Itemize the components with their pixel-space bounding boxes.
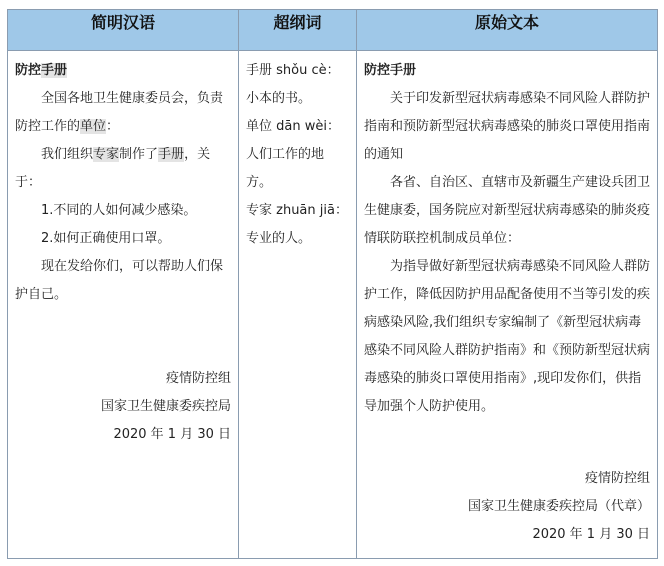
header-original-text: 原始文本	[357, 10, 658, 51]
original-signature-org-2: 国家卫生健康委疾控局（代章）	[467, 499, 650, 514]
simplified-signature-date: 2020 年 1 月 30 日	[113, 427, 231, 442]
vocab-entry: 单位 dān wèi：人们工作的地方。	[246, 119, 340, 190]
simplified-greeting: 全国各地卫生健康委员会，负责防控工作的单位：	[15, 91, 224, 134]
original-title: 防控手册	[364, 63, 417, 78]
original-text-cell	[357, 51, 658, 559]
vocabulary-cell	[239, 51, 357, 559]
comparison-table	[7, 9, 658, 559]
highlight-word: 专家	[93, 147, 120, 162]
highlight-word: 单位	[80, 119, 107, 134]
header-row	[8, 10, 658, 51]
header-simplified-chinese: 简明汉语	[8, 10, 239, 51]
highlight-word: 手册	[158, 147, 185, 162]
simplified-text-cell	[8, 51, 239, 559]
header-vocabulary: 超纲词	[239, 10, 357, 51]
vocab-entry: 手册 shǒu cè：小本的书。	[246, 63, 340, 106]
highlight-word: 手册	[41, 63, 68, 78]
original-paragraph-2: 各省、自治区、直辖市及新疆生产建设兵团卫生健康委，国务院应对新型冠状病毒感染的肺炎疫情联防联控机制成员单位：	[364, 175, 651, 246]
original-paragraph-1: 关于印发新型冠状病毒感染不同风险人群防护指南和预防新型冠状病毒感染的肺炎口罩使用指南的通知	[364, 91, 651, 162]
simplified-signature-org-1: 疫情防控组	[165, 371, 231, 386]
simplified-item-1: 1.不同的人如何减少感染。	[41, 203, 197, 218]
original-paragraph-3: 为指导做好新型冠状病毒感染不同风险人群防护工作，降低因防护用品配备使用不当等引发的疾病感染风险,我们组织专家编制了《新型冠状病毒感染不同风险人群防护指南》和《预防新型冠状病毒感染的肺炎口罩使用指南》,现印发你们，供指导加强个人防护使用。	[364, 259, 651, 414]
content-row	[8, 51, 658, 559]
simplified-paragraph-2: 现在发给你们，可以帮助人们保护自己。	[15, 259, 224, 302]
simplified-signature-org-2: 国家卫生健康委疾控局	[100, 399, 231, 414]
simplified-paragraph-1: 我们组织专家制作了手册，关于：	[15, 147, 211, 190]
simplified-item-2: 2.如何正确使用口罩。	[41, 231, 171, 246]
simplified-title: 防控手册	[15, 63, 68, 78]
vocab-entry: 专家 zhuān jiā：专业的人。	[246, 203, 348, 246]
original-signature-org-1: 疫情防控组	[584, 471, 650, 486]
original-signature-date: 2020 年 1 月 30 日	[532, 527, 650, 542]
